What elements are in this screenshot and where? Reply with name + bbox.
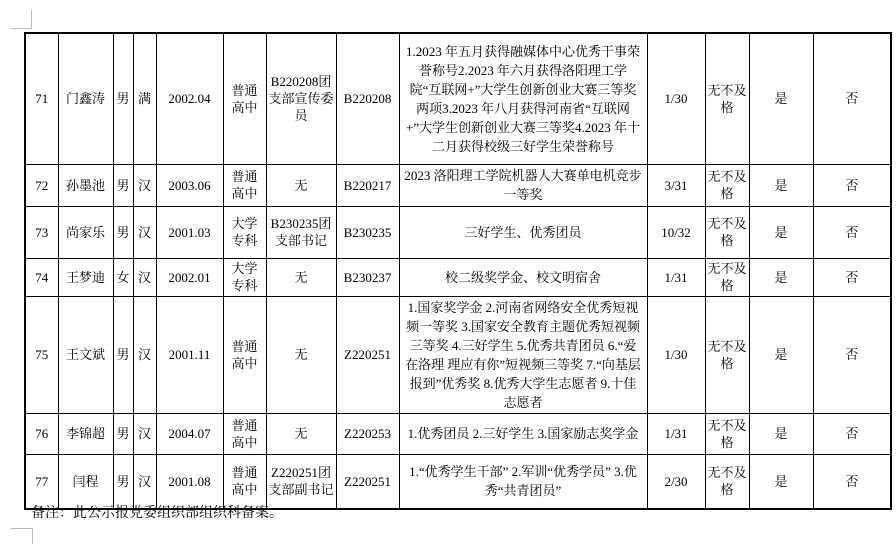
cell-awards: 1.国家奖学金 2.河南省网络安全优秀短视频一等奖 3.国家安全教育主题优秀短视频三等奖 4.三好学生 5.优秀共青团员 6.“爱在洛理 理应有你”短视频三等奖 7.“向基层报到”优秀奖 8.优秀大学生志愿者 9.十佳志愿者 — [399, 296, 647, 413]
cell-flag-yes: 是 — [749, 258, 813, 296]
table-row-71 — [25, 33, 891, 164]
cell-birth-date: 2002.01 — [156, 258, 223, 296]
cell-flag-yes: 是 — [749, 206, 813, 258]
cell-rank: 1/30 — [647, 33, 705, 164]
cell-flag-yes: 是 — [749, 296, 813, 413]
cell-branch-id: B220217 — [336, 164, 399, 206]
cell-birth-date: 2002.04 — [156, 33, 223, 164]
cell-rank: 3/31 — [647, 164, 705, 206]
cell-name: 孙墨池 — [58, 164, 113, 206]
table-row-77 — [25, 454, 891, 509]
text-boundary-mark-bottom-left — [11, 528, 33, 544]
table-row-75 — [25, 296, 891, 413]
cell-name: 王梦迪 — [58, 258, 113, 296]
cell-branch-id: Z220253 — [336, 413, 399, 454]
cell-rank: 1/31 — [647, 413, 705, 454]
cell-ethnicity: 汉 — [133, 454, 156, 509]
cell-flag-yes: 是 — [749, 413, 813, 454]
cell-birth-date: 2001.08 — [156, 454, 223, 509]
cell-awards: 1.2023 年五月获得融媒体中心优秀干事荣誉称号2.2023 年六月获得洛阳理工学院“互联网+”大学生创新创业大赛三等奖两项3.2023 年八月获得河南省“互联网+”大学生创新创业大赛三等奖4.2023 年十二月获得校级三好学生荣誉称号 — [399, 33, 647, 164]
cell-awards: 1.优秀团员 2.三好学生 3.国家励志奖学金 — [399, 413, 647, 454]
cell-flag-no: 否 — [813, 413, 891, 454]
cell-ethnicity: 汉 — [133, 258, 156, 296]
cell-name: 王文斌 — [58, 296, 113, 413]
cell-rank: 2/30 — [647, 454, 705, 509]
cell-seq: 77 — [25, 454, 58, 509]
cell-gender: 男 — [113, 454, 133, 509]
cell-flag-no: 否 — [813, 164, 891, 206]
cell-exam-status: 无不及格 — [705, 296, 749, 413]
cell-flag-no: 否 — [813, 258, 891, 296]
cell-branch-id: Z220251 — [336, 296, 399, 413]
cell-seq: 73 — [25, 206, 58, 258]
cell-exam-status: 无不及格 — [705, 206, 749, 258]
cell-rank: 1/30 — [647, 296, 705, 413]
cell-birth-date: 2004.07 — [156, 413, 223, 454]
cell-education: 普通高中 — [223, 33, 266, 164]
student-roster-table — [24, 32, 892, 510]
cell-name: 门鑫涛 — [58, 33, 113, 164]
cell-flag-no: 否 — [813, 454, 891, 509]
cell-branch-id: Z220251 — [336, 454, 399, 509]
cell-exam-status: 无不及格 — [705, 413, 749, 454]
cell-ethnicity: 汉 — [133, 206, 156, 258]
cell-branch-id: B230235 — [336, 206, 399, 258]
cell-gender: 男 — [113, 296, 133, 413]
cell-gender: 女 — [113, 258, 133, 296]
cell-birth-date: 2003.06 — [156, 164, 223, 206]
cell-rank: 1/31 — [647, 258, 705, 296]
table-row-72 — [25, 164, 891, 206]
table-row-73 — [25, 206, 891, 258]
cell-name: 尚家乐 — [58, 206, 113, 258]
cell-ethnicity: 汉 — [133, 413, 156, 454]
cell-branch-position: 无 — [266, 258, 336, 296]
cell-awards: 1.“优秀学生干部” 2.军训“优秀学员” 3.优秀“共青团员” — [399, 454, 647, 509]
cell-flag-no: 否 — [813, 33, 891, 164]
footer-note: 备注：此公示报党委组织部组织科备案。 — [31, 506, 283, 521]
cell-birth-date: 2001.03 — [156, 206, 223, 258]
cell-education: 普通高中 — [223, 454, 266, 509]
table-row-76 — [25, 413, 891, 454]
cell-birth-date: 2001.11 — [156, 296, 223, 413]
cell-seq: 75 — [25, 296, 58, 413]
cell-awards: 校二级奖学金、校文明宿舍 — [399, 258, 647, 296]
cell-gender: 男 — [113, 164, 133, 206]
cell-seq: 71 — [25, 33, 58, 164]
cell-exam-status: 无不及格 — [705, 33, 749, 164]
cell-flag-yes: 是 — [749, 454, 813, 509]
cell-exam-status: 无不及格 — [705, 164, 749, 206]
cell-awards: 2023 洛阳理工学院机器人大赛单电机竞步一等奖 — [399, 164, 647, 206]
cell-exam-status: 无不及格 — [705, 258, 749, 296]
cell-flag-no: 否 — [813, 206, 891, 258]
cell-branch-position: 无 — [266, 164, 336, 206]
cell-branch-id: B230237 — [336, 258, 399, 296]
cell-exam-status: 无不及格 — [705, 454, 749, 509]
cell-name: 李锦超 — [58, 413, 113, 454]
cell-ethnicity: 满 — [133, 33, 156, 164]
cell-gender: 男 — [113, 206, 133, 258]
cell-name: 闫程 — [58, 454, 113, 509]
table-row-74 — [25, 258, 891, 296]
cell-branch-id: B220208 — [336, 33, 399, 164]
cell-flag-yes: 是 — [749, 33, 813, 164]
cell-flag-no: 否 — [813, 296, 891, 413]
cell-seq: 76 — [25, 413, 58, 454]
cell-branch-position: B230235团支部书记 — [266, 206, 336, 258]
cell-awards: 三好学生、优秀团员 — [399, 206, 647, 258]
cell-branch-position: Z220251团支部副书记 — [266, 454, 336, 509]
cell-seq: 74 — [25, 258, 58, 296]
cell-gender: 男 — [113, 413, 133, 454]
cell-branch-position: 无 — [266, 413, 336, 454]
cell-seq: 72 — [25, 164, 58, 206]
cell-education: 大学专科 — [223, 206, 266, 258]
cell-ethnicity: 汉 — [133, 296, 156, 413]
cell-gender: 男 — [113, 33, 133, 164]
cell-branch-position: 无 — [266, 296, 336, 413]
cell-ethnicity: 汉 — [133, 164, 156, 206]
cell-education: 大学专科 — [223, 258, 266, 296]
cell-branch-position: B220208团支部宣传委员 — [266, 33, 336, 164]
cell-flag-yes: 是 — [749, 164, 813, 206]
cell-education: 普通高中 — [223, 296, 266, 413]
cell-education: 普通高中 — [223, 413, 266, 454]
text-boundary-mark-top-left — [11, 10, 32, 29]
cell-education: 普通高中 — [223, 164, 266, 206]
cell-rank: 10/32 — [647, 206, 705, 258]
